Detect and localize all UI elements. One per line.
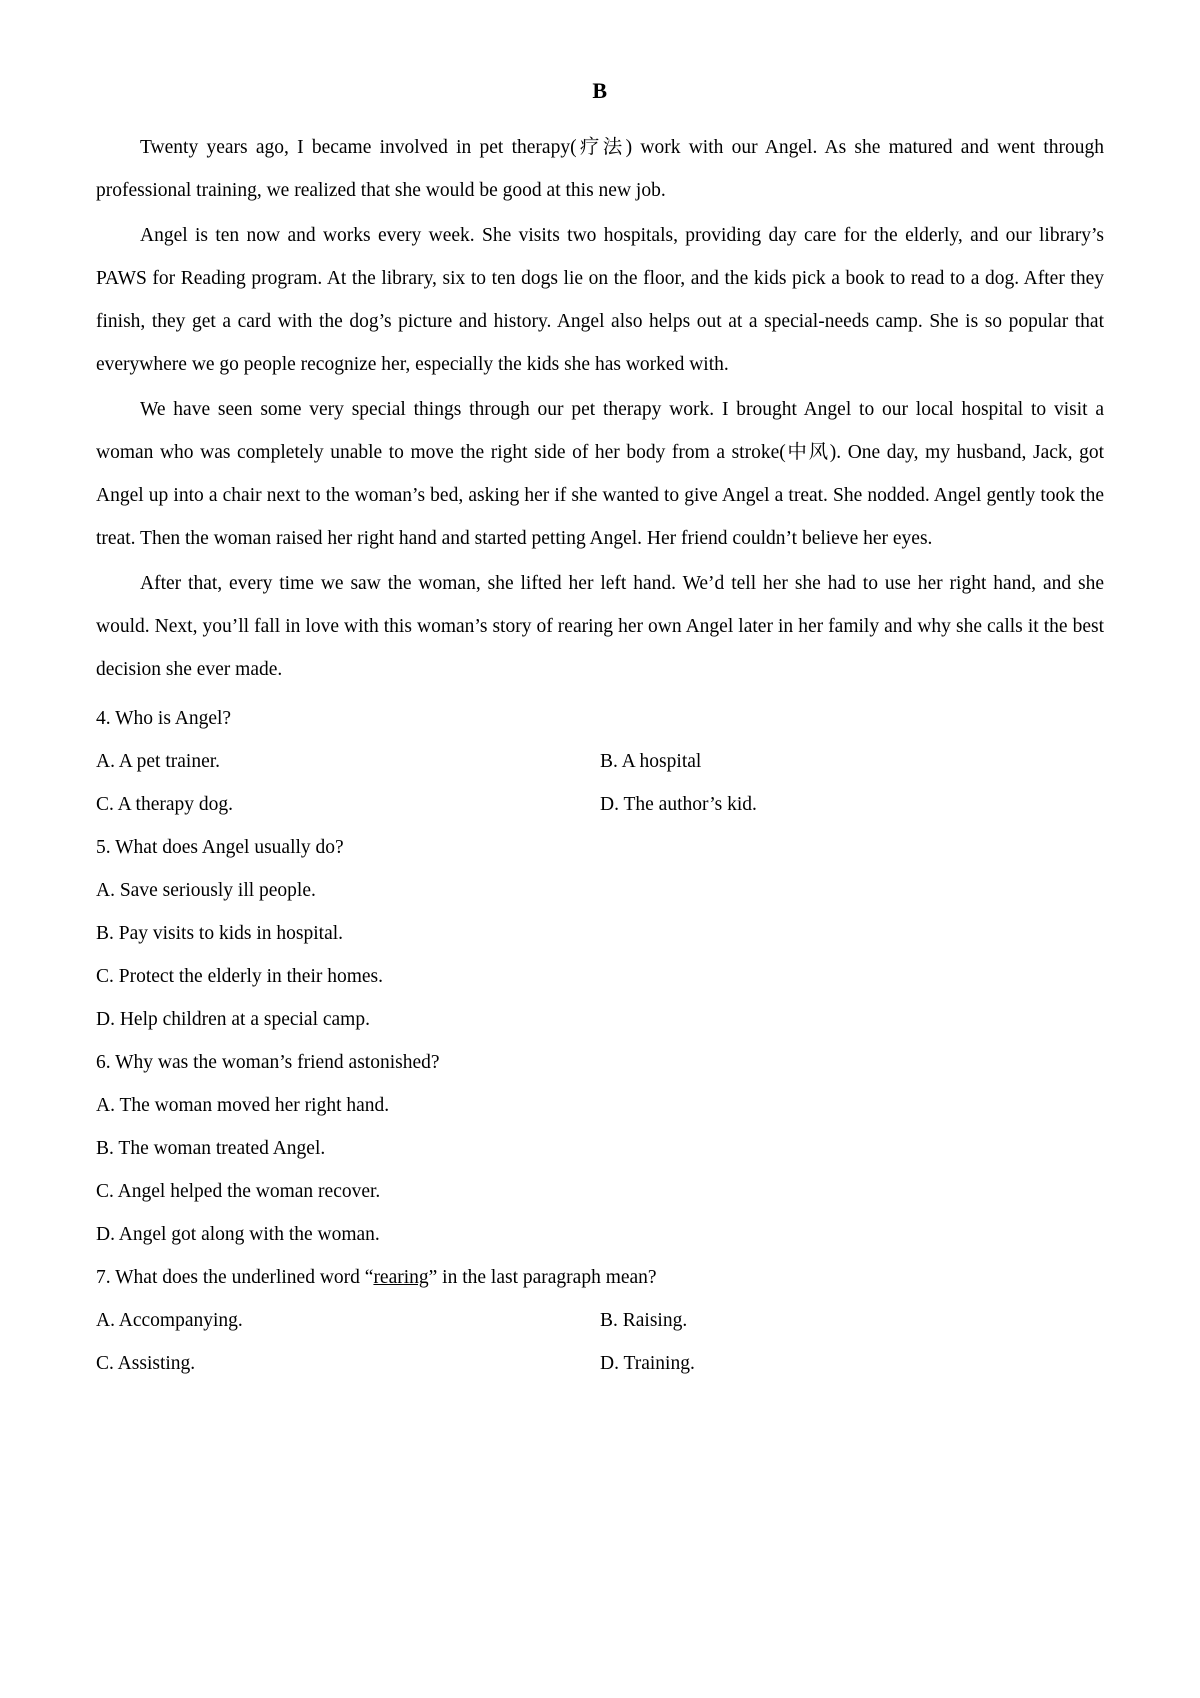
option-row [96,1299,1104,1342]
question-5 [96,826,1104,1041]
option-d[interactable]: D. Training. [600,1353,695,1374]
option-row [96,740,1104,783]
option-b[interactable]: B. A hospital [600,751,702,772]
option-d[interactable]: D. Angel got along with the woman. [96,1224,380,1245]
question-stem: 4. Who is Angel? [96,708,232,729]
option-b[interactable]: B. The woman treated Angel. [96,1138,326,1159]
question-stem: 7. What does the underlined word “rearing” in the last paragraph mean? [96,1267,657,1288]
option-b[interactable]: B. Raising. [600,1310,688,1331]
paragraph-2: Angel is ten now and works every week. She visits two hospitals, providing day care for the elderly, and our library’s PAWS for Reading program. At the library, six to ten dogs lie on the floor, and the kids pick a book to read to a dog. After they finish, they get a card with the dog’s picture and history. Angel also helps out at a special-needs camp. She is so popular that everywhere we go people recognize her, especially the kids she has worked with. [96,225,1104,375]
option-a[interactable]: A. Accompanying. [96,1310,243,1331]
question-7 [96,1256,1104,1385]
question-6 [96,1041,1104,1256]
option-row [96,783,1104,826]
question-stem: 6. Why was the woman’s friend astonished? [96,1052,440,1073]
option-row [96,1342,1104,1385]
option-d[interactable]: D. Help children at a special camp. [96,1009,370,1030]
option-a[interactable]: A. Save seriously ill people. [96,880,316,901]
question-stem: 5. What does Angel usually do? [96,837,344,858]
paragraph-1: Twenty years ago, I became involved in pet therapy(疗法) work with our Angel. As she matured and went through professional training, we realized that she would be good at this new job. [96,137,1104,201]
option-c[interactable]: C. Angel helped the woman recover. [96,1181,381,1202]
option-d[interactable]: D. The author’s kid. [600,794,757,815]
paragraph-3: We have seen some very special things through our pet therapy work. I brought Angel to our local hospital to visit a woman who was completely unable to move the right side of her body from a stroke(中风). One day, my husband, Jack, got Angel up into a chair next to the woman’s bed, asking her if she wanted to give Angel a treat. She nodded. Angel gently took the treat. Then the woman raised her right hand and started petting Angel. Her friend couldn’t believe her eyes. [96,399,1104,549]
option-b[interactable]: B. Pay visits to kids in hospital. [96,923,344,944]
paragraph-4: After that, every time we saw the woman, she lifted her left hand. We’d tell her she had to use her right hand, and she would. Next, you’ll fall in love with this woman’s story of rearing her own Angel later in her family and why she calls it the best decision she ever made. [96,573,1104,680]
option-a[interactable]: A. A pet trainer. [96,751,221,772]
option-a[interactable]: A. The woman moved her right hand. [96,1095,390,1116]
page-title: B [592,78,608,103]
underlined-word: rearing [373,1267,429,1288]
option-c[interactable]: C. Protect the elderly in their homes. [96,966,384,987]
question-4 [96,697,1104,826]
option-c[interactable]: C. Assisting. [96,1353,196,1374]
option-c[interactable]: C. A therapy dog. [96,794,234,815]
question-list [96,697,1104,1385]
